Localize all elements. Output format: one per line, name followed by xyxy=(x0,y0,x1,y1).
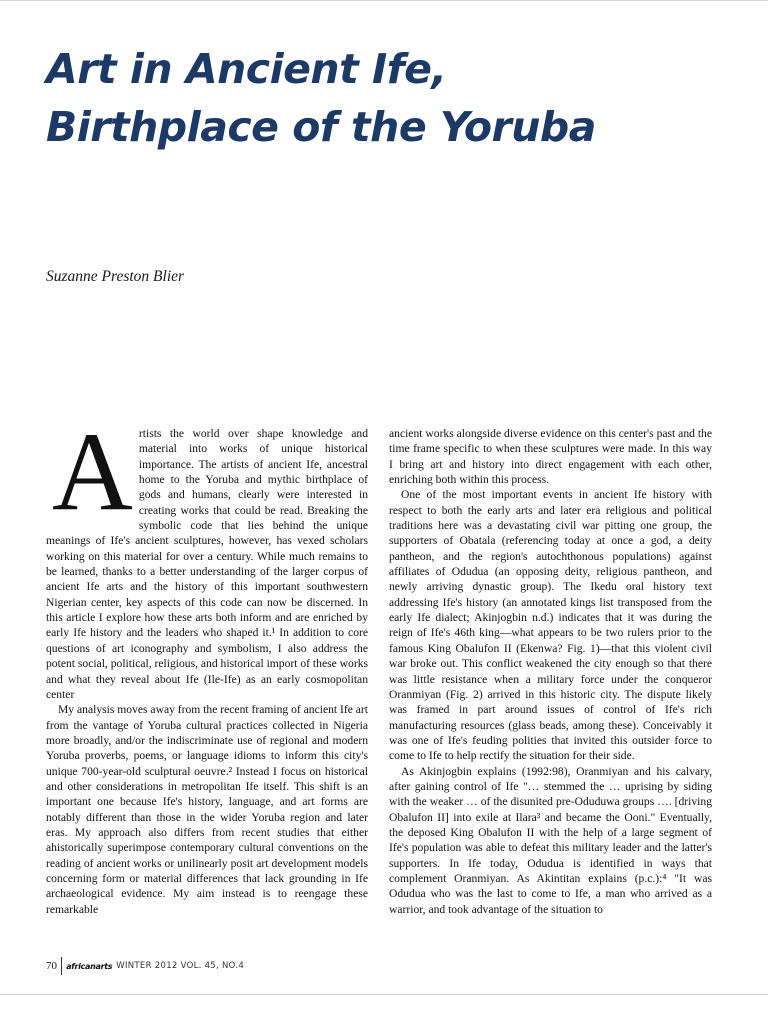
body-paragraph: ancient works alongside diverse evidence on this center's past and the time frame specific to when these sculptures were made. In this way I bring art and history into direct engagement with each other, enriching both within this process. xyxy=(389,427,712,487)
page-bottom-rule xyxy=(0,994,768,995)
body-column-right xyxy=(389,426,712,917)
article-title-line-2: Birthplace of the Yoruba xyxy=(46,103,596,151)
article-author: Suzanne Preston Blier xyxy=(46,268,185,285)
article-title xyxy=(46,40,736,156)
footer-divider xyxy=(61,957,62,975)
magazine-logo: africanarts xyxy=(66,961,113,971)
body-paragraph-text: rtists the world over shape knowledge and material into works of unique historical importance. The artists of ancient Ife, ancestral home to the Yoruba and mythic birthplace of gods and humans, clearly were interested in creating works that could be read. Breaking the symbolic code that lies behind the unique meanings of Ife's ancient sculptures, however, has vexed scholars working on this material for over a century. While much remains to be learned, thanks to a better understanding of the larger corpus of ancient Ife arts and the history of this important southwestern Nigerian center, key aspects of this code can now be discerned. In this article I explore how these arts both inform and are enriched by early Ife history and the leaders who shaped it.¹ In addition to core questions of art iconography and symbolism, I also address the potent social, political, religious, and historical import of these works and what they reveal about Ife (Ile-Ife) as an early cosmopolitan center xyxy=(46,427,368,701)
page-number: 70 xyxy=(46,960,57,972)
body-paragraph: My analysis moves away from the recent framing of ancient Ife art from the vantage of Yoruba cultural practices collected in Nigeria more broadly, and/or the indiscriminate use of regional and modern Yoruba proverbs, poems, or language idioms to inform this city's unique 700-year-old sculptural oeuvre.² Instead I focus on historical and other considerations in metropolitan Ife itself. This shift is an important one because Ife's history, language, and art forms are notably different than those in the wider Yoruba region and later eras. My approach also differs from recent studies that either ahistorically superimpose contemporary cultural conventions on the reading of ancient works or unilinearly posit art development models concerning form or material differences that lack grounding in Ife archaeological evidence. My aim instead is to reengage these remarkable xyxy=(46,703,369,916)
page-footer xyxy=(46,958,244,974)
body-paragraph: As Akinjogbin explains (1992:98), Oranmiyan and his calvary, after gaining control of Ife "… stemmed the … uprising by siding with the weaker … of the disunited pre-Oduduwa groups …. [driving Obalufon II] into exile at Ilara³ and became the Ooni." Eventually, the deposed King Obalufon II with the help of a large segment of Ife's population was able to defeat this military leader and the latter's supporters. In Ife today, Odudua is identified in ways that complement Oranmiyan. As Akintitan explains (p.c.):⁴ "It was Odudua who was the last to come to Ife, a man who arrived as a warrior, and took advantage of the situation to xyxy=(389,764,712,916)
issue-info: WINTER 2012 VOL. 45, NO.4 xyxy=(116,961,245,971)
drop-cap: A xyxy=(52,410,133,534)
article-title-line-1: Art in Ancient Ife, xyxy=(46,45,447,93)
body-column-left xyxy=(46,410,369,917)
page-top-rule xyxy=(0,0,768,1)
body-paragraph xyxy=(46,410,368,702)
body-paragraph: One of the most important events in ancient Ife history with respect to both the early arts and later era religious and political traditions here was a devastating civil war pitting one group, the supporters of Obatala (referencing today at once a god, a deity pantheon, and the region's autochthonous populations) against affiliates of Odudua (an opposing deity, religious pantheon, and newly arriving dynastic group). The Ikedu oral history text addressing Ife's history (an annotated kings list transposed from the early Ife dialect; Akinjogbin n.d.) indicates that it was during the reign of Ife's 46th king—what appears to be two rulers prior to the famous King Obalufon II (Ekenwa? Fig. 1)—that this violent civil war broke out. This conflict weakened the city enough so that there was little resistance when a military force under the conqueror Oranmiyan (Fig. 2) arrived in this historic city. The dispute likely was framed in part around issues of control of Ife's rich manufacturing resources (glass beads, among these). Conceivably it was one of Ife's feuding polities that invited this outsider force to come to Ife to help rectify the situation for their side. xyxy=(389,488,712,763)
